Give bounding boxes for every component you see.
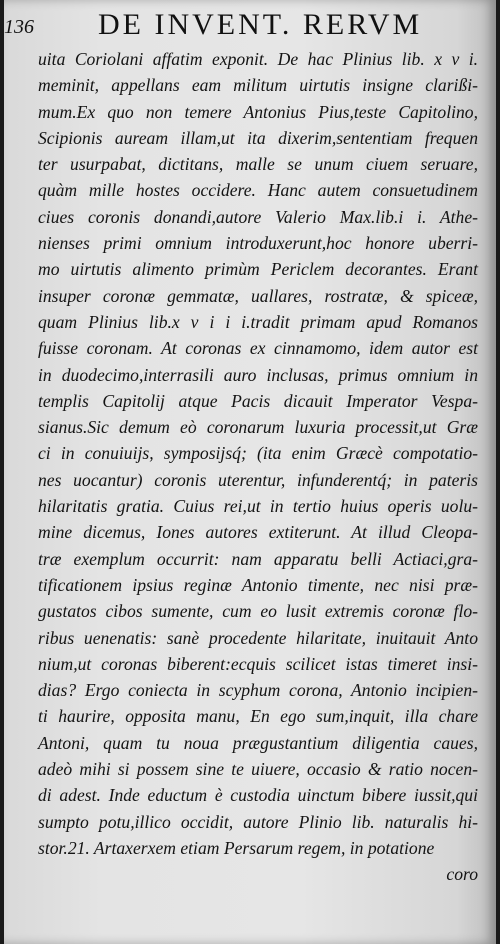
text-line: dias? Ergo coniecta in scyphum corona, Antonio incipien- xyxy=(38,680,478,701)
text-line: gustatos cibos sumente, cum eo lusit extremis coronæ flo- xyxy=(38,601,478,622)
text-line: nienses primi omnium introduxerunt,hoc honore uberri- xyxy=(38,233,478,254)
text-line: træ exemplum occurrit: nam apparatu belli Actiaci,gra- xyxy=(38,548,478,569)
text-line: quam Plinius lib.x v i i i.tradit primam apud Romanos xyxy=(38,311,478,332)
text-line: sianus.Sic demum eò coronarum luxuria processit,ut Græ xyxy=(38,417,478,438)
body-text xyxy=(38,46,478,888)
text-line: ter usurpabat, dictitans, malle se unum ciuem seruare, xyxy=(38,154,478,175)
text-line: adeò mihi si possem sine te uiuere, occasio & ratio nocen- xyxy=(38,759,478,780)
book-page xyxy=(4,0,496,944)
text-line: mo uirtutis alimento primùm Periclem decorantes. Erant xyxy=(38,259,478,280)
text-line: hilaritatis gratia. Cuius rei,ut in tertio huius operis uolu- xyxy=(38,496,478,517)
text-line: ciues coronis donandi,autore Valerio Max.lib.i i. Athe- xyxy=(38,206,478,227)
text-line: uita Coriolani affatim exponit. De hac Plinius lib. x v i. xyxy=(38,49,478,69)
text-line: ti haurire, opposita manu, En ego sum,inquit, illa chare xyxy=(38,706,478,727)
text-line: nium,ut coronas biberent:ecquis scilicet istas timeret insi- xyxy=(38,653,478,674)
text-line: ci in conuiuijs, symposijsq́; (ita enim Græcè compotatio- xyxy=(38,443,478,464)
text-line: templis Capitolij atque Pacis dicauit Imperator Vespa- xyxy=(38,390,478,411)
text-line: mum.Ex quo non temere Antonius Pius,teste Capitolino, xyxy=(38,101,478,122)
text-line: sumpto potu,illico occidit, autore Plinio lib. naturalis hi- xyxy=(38,811,478,832)
page-number: 136 xyxy=(4,16,34,38)
text-line: meminit, appellans eam militum uirtutis insigne clarißi- xyxy=(38,75,478,96)
text-line: stor.21. Artaxerxem etiam Persarum regem, in potatione xyxy=(38,837,435,858)
text-line: nes uocantur) coronis uterentur, infunderentq́; in pateris xyxy=(38,469,478,490)
text-line: fuisse coronam. At coronas ex cinnamomo, idem autor est xyxy=(38,338,478,359)
catchword: coro xyxy=(446,864,478,885)
text-line: quàm mille hostes occidere. Hanc autem consuetudinem xyxy=(38,180,478,201)
text-line: insuper coronæ gemmatæ, uallares, rostratæ, & spiceæ, xyxy=(38,285,478,306)
text-line: ribus uenenatis: sanè procedente hilaritate, inuitauit Anto xyxy=(38,627,478,648)
text-line: di adest. Inde eductum è custodia uinctum bibere iussit,qui xyxy=(38,785,478,806)
text-line: Scipionis auream illam,ut ita dixerim,sententiam frequen xyxy=(38,127,478,148)
text-line: tificationem ipsius reginæ Antonio timente, nec nisi præ- xyxy=(38,574,478,595)
running-head: DE INVENT. RERVM xyxy=(98,8,423,41)
text-line: Antoni, quam tu noua prægustantium diligentia caues, xyxy=(38,732,478,753)
page-header xyxy=(4,6,496,42)
text-line: mine dicemus, Iones autores extiterunt. At illud Cleopa- xyxy=(38,522,478,543)
text-line: in duodecimo,interrasili auro inclusas, primus omnium in xyxy=(38,364,478,385)
